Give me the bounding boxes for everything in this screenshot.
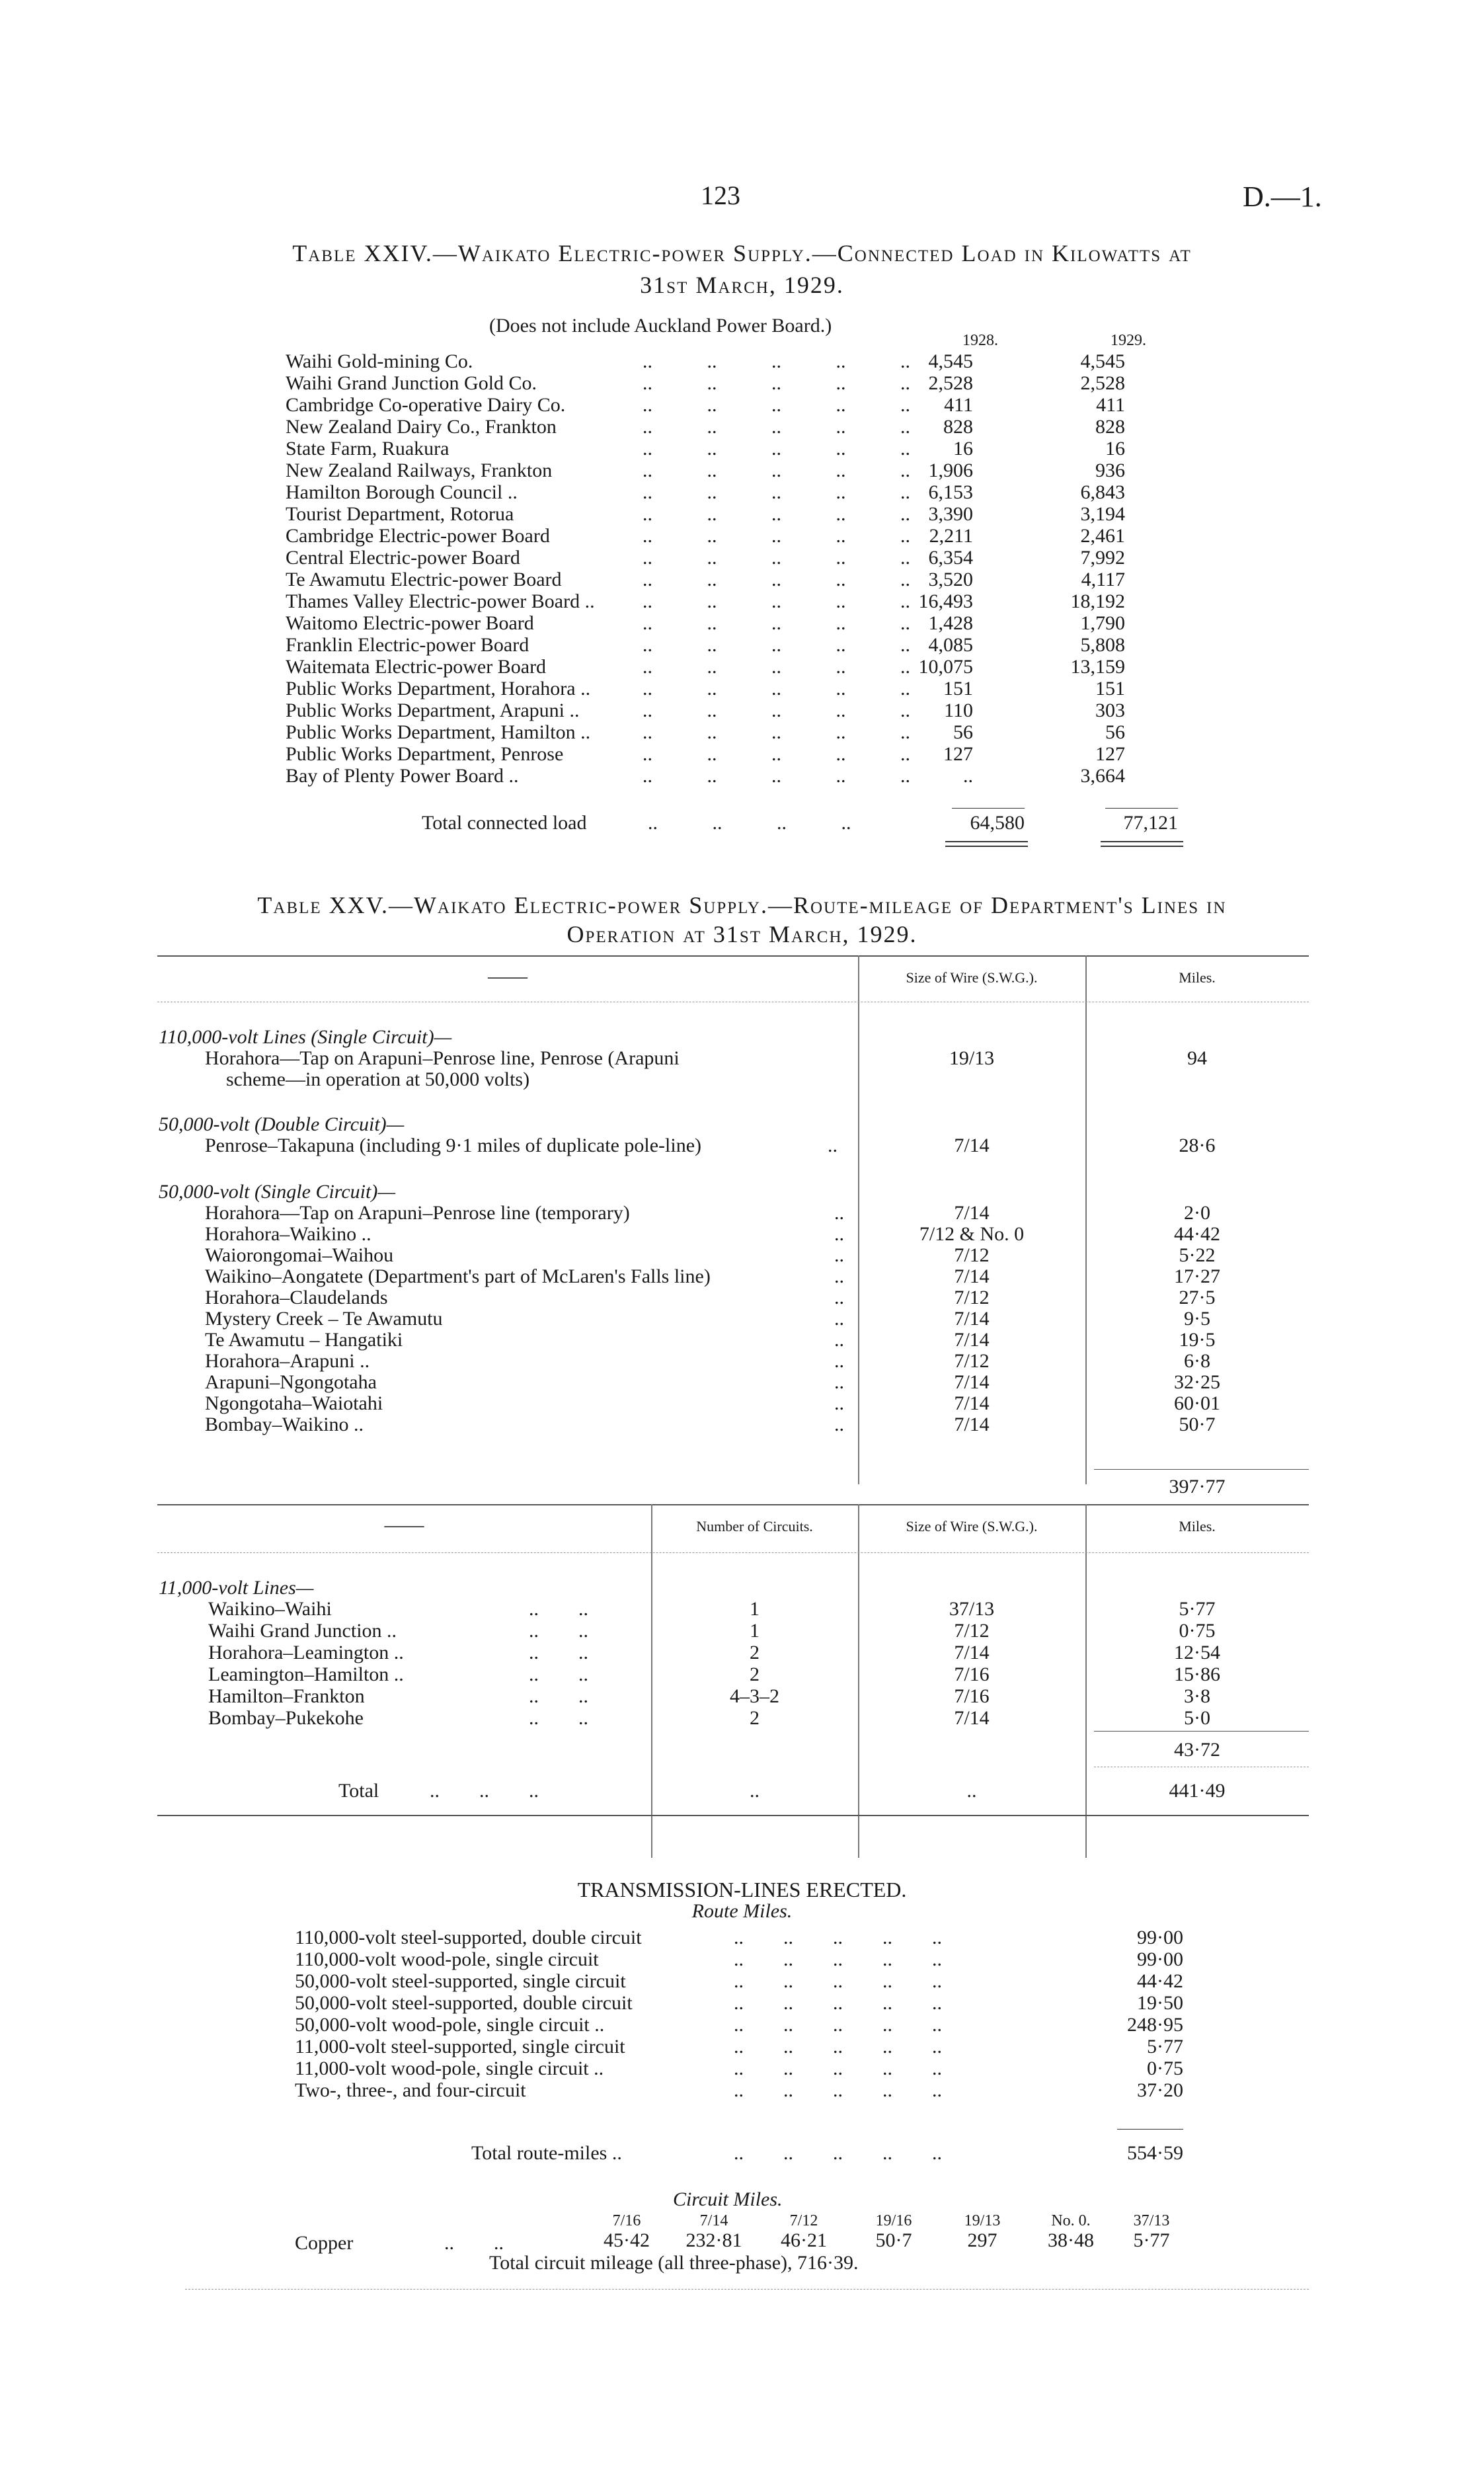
table25-s11-row-name: Leamington–Hamilton .. [208,1663,404,1685]
table25-s50s-row-wire: 7/12 & No. 0 [919,1223,1025,1245]
transmission-total-value: 554·59 [1127,2142,1183,2164]
copper-value: 38·48 [1048,2229,1094,2251]
table25-total-miles: 441·49 [1169,1780,1226,1802]
table24-row-1928: 1,428 [928,612,973,634]
transmission-row-leader: .. .. .. .. .. [734,1948,942,1970]
table24-row-name: Tourist Department, Rotorua [286,503,514,525]
table24-row-1928: 3,520 [928,569,973,590]
table24-row [286,699,1185,721]
table25-s11-row-circuits: 2 [750,1663,760,1685]
table25-subtotal1-rule [1094,1469,1309,1470]
table24-row-1929: 151 [1095,678,1125,699]
table25-bottom-rule [157,1815,1309,1816]
table25-s50s-row-wire: 7/12 [954,1350,990,1372]
table24-row-1929: 828 [1095,416,1125,438]
table24-row-1929: 5,808 [1080,634,1125,656]
table25-head-miles: Miles. [1179,969,1216,986]
table24-row-1928: 151 [943,678,973,699]
table24-row-1928: .. [963,765,973,787]
table24-row-1929: 7,992 [1080,547,1125,569]
table24-col-1928: 1928. [962,332,998,349]
table24-title-line2: 31st March, 1929. [640,272,844,298]
transmission-row-value: 0·75 [1147,2057,1183,2079]
table24-row [286,743,1185,765]
transmission-row-name: 50,000-volt steel-supported, double circuit [295,1992,633,2014]
table25-subtotal2: 43·72 [1174,1739,1220,1761]
table25-s11-row-miles: 0·75 [1179,1620,1216,1642]
table24-row-leader: .. .. .. .. .. [643,765,910,787]
table24-row [286,394,1185,416]
table25-s50d-miles: 28·6 [1179,1135,1216,1156]
table25-s11-heading: 11,000-volt Lines— [159,1577,314,1599]
table25-title-line2: Operation at 31st March, 1929. [566,921,918,947]
table25-s50s-row-leader: .. [834,1329,844,1351]
table25-s50s-row-miles: 5·22 [1179,1244,1216,1266]
table25-s50s-row-name: Horahora–Waikino .. [205,1223,371,1245]
table25-title-line1: Table XXV.—Waikato Electric-power Supply.—Route-mileage of Department's Lines in [257,892,1227,918]
table25-s110-line2: scheme—in operation at 50,000 volts) [226,1068,530,1090]
table24-row-1928: 56 [953,721,973,743]
table24-row-name: Public Works Department, Horahora .. [286,678,591,699]
table24-row-name: Waitomo Electric-power Board [286,612,534,634]
table24-row-leader: .. .. .. .. .. [643,721,910,743]
table25-s11-row-circuits: 1 [750,1598,760,1620]
table24-row-name: Bay of Plenty Power Board .. [286,765,519,787]
table25-s50s-row-miles: 44·42 [1174,1223,1220,1245]
table24-row-1929: 6,843 [1080,481,1125,503]
table24-row-name: Waihi Gold-mining Co. [286,350,473,372]
table24-total-1928: 64,580 [970,812,1025,834]
table25-s50s-row-miles: 17·27 [1174,1265,1220,1287]
table25-s11-row-name: Bombay–Pukekohe [208,1707,364,1729]
table24-row-name: Franklin Electric-power Board [286,634,529,656]
table24-row-leader: .. .. .. .. .. [643,372,910,394]
table24-row [286,656,1185,678]
table24-row [286,590,1185,612]
circuit-miles-header: No. 0. [1051,2212,1091,2229]
transmission-title: TRANSMISSION-LINES ERECTED. [577,1878,907,1901]
table25-subtotal2-rule [1094,1731,1309,1732]
table25-s50s-row-miles: 9·5 [1184,1308,1210,1330]
table24-row-name: Waitemata Electric-power Board [286,656,547,678]
table25-s50s-row-leader: .. [834,1287,844,1308]
table25-s110-heading: 110,000-volt Lines (Single Circuit)— [159,1026,452,1048]
table24-row-1929: 3,664 [1080,765,1125,787]
table24-row-name: Hamilton Borough Council .. [286,481,518,503]
transmission-row-leader: .. .. .. .. .. [734,1927,942,1948]
table25-s11-row-circuits: 4–3–2 [730,1685,779,1707]
table24-row [286,678,1185,699]
table25-s50s-row-wire: 7/14 [954,1392,990,1414]
table25-s11-row-miles: 15·86 [1174,1663,1220,1685]
table25-s50s-row-leader: .. [834,1308,844,1330]
table24-row-1929: 1,790 [1080,612,1125,634]
table24-row-leader: .. .. .. .. .. [643,699,910,721]
table25-s50s-row-wire: 7/14 [954,1414,990,1435]
table25-s50s-row-leader: .. [834,1244,844,1266]
table25-total-leader: .. .. .. [430,1780,539,1802]
table24-row [286,612,1185,634]
section-code: D.—1. [1243,180,1322,213]
table24-row [286,416,1185,438]
table24-row-1929: 16 [1105,438,1125,459]
table25-s50s-row-name: Arapuni–Ngongotaha [205,1371,377,1393]
table25-head-blank: —— [488,965,527,987]
table24-row [286,525,1185,547]
table24-row-leader: .. .. .. .. .. [643,590,910,612]
table24-row-leader: .. .. .. .. .. [643,350,910,372]
table24-row-name: Waihi Grand Junction Gold Co. [286,372,537,394]
table24-row-1928: 4,085 [928,634,973,656]
table25-s11-row-leader: .. .. [529,1598,588,1620]
table24-total-double-rule-1928 [945,841,1028,847]
table25-s11-row-circuits: 2 [750,1707,760,1729]
table24-row-leader: .. .. .. .. .. [643,459,910,481]
table24-row-name: Te Awamutu Electric-power Board [286,569,562,590]
transmission-total-label: Total route-miles .. [471,2142,622,2164]
table25-s11-row-name: Horahora–Leamington .. [208,1642,404,1663]
table24-row-name: State Farm, Ruakura [286,438,449,459]
table24-row-1929: 4,117 [1081,569,1125,590]
table25-s50s-row-leader: .. [834,1265,844,1287]
table25-s50s-row-wire: 7/14 [954,1371,990,1393]
table25-s110-miles: 94 [1187,1047,1207,1069]
table24-row [286,634,1185,656]
table24-row-1929: 13,159 [1070,656,1125,678]
table25-total-label: Total [338,1780,379,1802]
table24-row [286,547,1185,569]
table24-row [286,350,1185,372]
table24-row [286,459,1185,481]
table25-s50s-row-name: Horahora—Tap on Arapuni–Penrose line (temporary) [205,1202,630,1224]
table24-row-leader: .. .. .. .. .. [643,743,910,765]
table25-s50s-row-leader: .. [834,1223,844,1245]
table25-s50d-heading: 50,000-volt (Double Circuit)— [159,1113,405,1135]
transmission-row-name: 110,000-volt steel-supported, double circuit [295,1927,642,1948]
table25-s11-row-wire: 7/14 [954,1707,990,1729]
transmission-row-value: 19·50 [1137,1992,1183,2014]
table25-s50s-row-wire: 7/14 [954,1329,990,1351]
transmission-row-name: 50,000-volt steel-supported, single circuit [295,1970,626,1992]
table24-row-1928: 2,528 [928,372,973,394]
table25-subtotal1: 397·77 [1169,1476,1226,1498]
table24-row-1929: 127 [1095,743,1125,765]
table24-row-1929: 411 [1096,394,1125,416]
table25-s50s-row-leader: .. [834,1414,844,1435]
table24-row-name: Cambridge Electric-power Board [286,525,550,547]
table25-s50d-leader: .. [828,1135,838,1156]
table24-total-rule-1929 [1105,808,1178,809]
table24-row-name: Public Works Department, Arapuni .. [286,699,580,721]
table24-row-1929: 936 [1095,459,1125,481]
table25-s50s-row-wire: 7/14 [954,1202,990,1224]
table25-s11-row-name: Waihi Grand Junction .. [208,1620,397,1642]
table24-title-line1: Table XXIV.—Waikato Electric-power Supply.—Connected Load in Kilowatts at [292,240,1192,266]
transmission-row-leader: .. .. .. .. .. [734,2079,942,2101]
circuit-miles-header: 7/12 [789,2212,818,2229]
table25-s50s-heading: 50,000-volt (Single Circuit)— [159,1181,396,1203]
transmission-row-name: 11,000-volt steel-supported, single circuit [295,2036,625,2057]
table24-row-leader: .. .. .. .. .. [643,394,910,416]
table25-s11-row-miles: 5·0 [1184,1707,1210,1729]
transmission-row-name: 11,000-volt wood-pole, single circuit .. [295,2057,604,2079]
table25-s50s-row-wire: 7/14 [954,1308,990,1330]
table24-row-1928: 6,354 [928,547,973,569]
table25-mid-rule [157,1504,1309,1505]
table25-head2-blank: —— [384,1514,424,1536]
table25-total-circuits: .. [750,1780,760,1802]
table25-head2-circuits: Number of Circuits. [696,1518,813,1535]
table25-s11-row-leader: .. .. [529,1620,588,1642]
table25-s11-row-wire: 7/16 [954,1663,990,1685]
transmission-row-name: Two-, three-, and four-circuit [295,2079,526,2101]
table24-row [286,438,1185,459]
table24-row-1928: 828 [943,416,973,438]
table25-s50s-row-leader: .. [834,1202,844,1224]
table24-total-1929: 77,121 [1123,812,1178,834]
table25-s50s-row-name: Waiorongomai–Waihou [205,1244,394,1266]
table24-total-leader: .. .. .. .. [648,812,851,834]
table24-row-leader: .. .. .. .. .. [643,525,910,547]
table25-s50s-row-name: Horahora–Claudelands [205,1287,388,1308]
table24-total-rule-1928 [952,808,1025,809]
bottom-rule [185,2289,1309,2290]
table24-row-name: Public Works Department, Hamilton .. [286,721,591,743]
copper-leader: .. .. [444,2232,504,2254]
table24-row-1929: 2,461 [1080,525,1125,547]
table25-s11-row-wire: 7/16 [954,1685,990,1707]
table24-total-double-rule-1929 [1101,841,1183,847]
table24-row-1928: 2,211 [929,525,973,547]
table25-s11-row-miles: 3·8 [1184,1685,1210,1707]
circuit-miles-header: 19/16 [875,2212,912,2229]
transmission-row-value: 99·00 [1137,1948,1183,1970]
table25-s11-row-leader: .. .. [529,1642,588,1663]
table24-row-1928: 6,153 [928,481,973,503]
table24-row [286,721,1185,743]
table25-s50s-row-name: Bombay–Waikino .. [205,1414,364,1435]
table24-row [286,503,1185,525]
table25-s50s-row-name: Ngongotaha–Waiotahi [205,1392,383,1414]
table25-s11-row-leader: .. .. [529,1685,588,1707]
table24-row-1928: 16,493 [918,590,973,612]
table25-s11-row-leader: .. .. [529,1663,588,1685]
table25-s11-row-circuits: 2 [750,1642,760,1663]
transmission-row-leader: .. .. .. .. .. [734,1992,942,2014]
table25-head2-wire: Size of Wire (S.W.G.). [906,1518,1038,1535]
table24-row-1928: 4,545 [928,350,973,372]
table25-s50s-row-leader: .. [834,1371,844,1393]
table24-row-leader: .. .. .. .. .. [643,503,910,525]
circuit-miles-header: 19/13 [964,2212,1001,2229]
table24-row-1928: 16 [953,438,973,459]
table24-row-1928: 1,906 [928,459,973,481]
table25-s50s-row-wire: 7/12 [954,1244,990,1266]
copper-label: Copper [295,2232,354,2254]
table25-s50s-row-miles: 60·01 [1174,1392,1220,1414]
transmission-row-value: 248·95 [1127,2014,1183,2036]
table24-col-1929: 1929. [1111,332,1146,349]
table25-s11-row-wire: 37/13 [949,1598,995,1620]
table24-row-leader: .. .. .. .. .. [643,416,910,438]
table24-row [286,481,1185,503]
table24-row-leader: .. .. .. .. .. [643,438,910,459]
table24-row-1928: 3,390 [928,503,973,525]
table25-s11-row-leader: .. .. [529,1707,588,1729]
table25-s50s-row-miles: 2·0 [1184,1202,1210,1224]
transmission-row-value: 44·42 [1137,1970,1183,1992]
table25-s50s-row-miles: 6·8 [1184,1350,1210,1372]
table25-top-rule [157,955,1309,957]
table25-head-wire: Size of Wire (S.W.G.). [906,969,1038,986]
table25-s50s-row-wire: 7/14 [954,1265,990,1287]
copper-value: 232·81 [685,2229,742,2251]
transmission-subtitle: Route Miles. [691,1900,793,1922]
transmission-row-name: 50,000-volt wood-pole, single circuit .. [295,2014,605,2036]
table24-total-label: Total connected load [422,812,587,834]
table25-s50s-row-miles: 32·25 [1174,1371,1220,1393]
table25-s50s-row-leader: .. [834,1350,844,1372]
circuit-miles-title: Circuit Miles. [673,2188,783,2210]
table24-row-name: Thames Valley Electric-power Board .. [286,590,595,612]
table25-s50s-row-miles: 27·5 [1179,1287,1216,1308]
table24-row-1929: 2,528 [1080,372,1125,394]
table24-row-leader: .. .. .. .. .. [643,547,910,569]
table24-row-leader: .. .. .. .. .. [643,481,910,503]
table25-s50s-row-leader: .. [834,1392,844,1414]
table24-row [286,569,1185,590]
table24-row [286,765,1185,787]
table25-head2-rule [157,1552,1309,1553]
table24-row-name: Cambridge Co-operative Dairy Co. [286,394,566,416]
transmission-row-leader: .. .. .. .. .. [734,2057,942,2079]
table25-s50d-line: Penrose–Takapuna (including 9·1 miles of duplicate pole-line) [205,1135,702,1156]
table25-s50s-row-miles: 19·5 [1179,1329,1216,1351]
transmission-total-rule [1117,2129,1183,2130]
table25-s50s-row-name: Te Awamutu – Hangatiki [205,1329,403,1351]
transmission-row-value: 99·00 [1137,1927,1183,1948]
table24-row-1928: 110 [944,699,973,721]
table24-row-name: Central Electric-power Board [286,547,520,569]
table25-s110-line1: Horahora—Tap on Arapuni–Penrose line, Penrose (Arapuni [205,1047,680,1069]
transmission-row-leader: .. .. .. .. .. [734,2014,942,2036]
table25-s11-row-circuits: 1 [750,1620,760,1642]
transmission-total-leader: .. .. .. .. .. [734,2142,942,2164]
table24-row-name: New Zealand Railways, Frankton [286,459,553,481]
table25-s50s-row-name: Mystery Creek – Te Awamutu [205,1308,443,1330]
table25-total-wire: .. [966,1780,977,1802]
table24-row-1929: 4,545 [1080,350,1125,372]
table24-row-1928: 411 [944,394,973,416]
transmission-row-name: 110,000-volt wood-pole, single circuit [295,1948,599,1970]
copper-value: 50·7 [875,2229,912,2251]
table25-s50s-row-name: Waikino–Aongatete (Department's part of McLaren's Falls line) [205,1265,711,1287]
table24-row-1929: 18,192 [1070,590,1125,612]
table24-row-leader: .. .. .. .. .. [643,656,910,678]
table24-row-1928: 127 [943,743,973,765]
table24-row-1929: 56 [1105,721,1125,743]
copper-value: 46·21 [781,2229,827,2251]
table25-s50s-row-wire: 7/12 [954,1287,990,1308]
table24-row [286,372,1185,394]
table25-s11-row-name: Hamilton–Frankton [208,1685,365,1707]
table25-s11-row-miles: 5·77 [1179,1598,1216,1620]
table25-s11-row-name: Waikino–Waihi [208,1598,332,1620]
table25-s11-row-wire: 7/14 [954,1642,990,1663]
transmission-row-leader: .. .. .. .. .. [734,1970,942,1992]
table25-s110-wire: 19/13 [949,1047,995,1069]
table24-row-leader: .. .. .. .. .. [643,612,910,634]
page-number: 123 [701,180,740,210]
table24-row-leader: .. .. .. .. .. [643,678,910,699]
transmission-row-leader: .. .. .. .. .. [734,2036,942,2057]
circuit-miles-header: 7/14 [699,2212,728,2229]
table24-row-1929: 3,194 [1080,503,1125,525]
total-circuit-mileage: Total circuit mileage (all three-phase), 716·39. [489,2252,859,2274]
transmission-row-value: 5·77 [1147,2036,1183,2057]
circuit-miles-header: 7/16 [612,2212,641,2229]
transmission-row-value: 37·20 [1137,2079,1183,2101]
table24-note: (Does not include Auckland Power Board.) [489,315,832,337]
copper-value: 45·42 [604,2229,650,2251]
circuit-miles-header: 37/13 [1133,2212,1170,2229]
table24-row-leader: .. .. .. .. .. [643,569,910,590]
table24-row-1929: 303 [1095,699,1125,721]
copper-value: 297 [967,2229,997,2251]
table24-row-leader: .. .. .. .. .. [643,634,910,656]
table25-head2-miles: Miles. [1179,1518,1216,1535]
table25-s50s-row-name: Horahora–Arapuni .. [205,1350,370,1372]
copper-value: 5·77 [1133,2229,1170,2251]
table24-row-1928: 10,075 [918,656,973,678]
table25-s11-row-miles: 12·54 [1174,1642,1220,1663]
table24-row-name: New Zealand Dairy Co., Frankton [286,416,557,438]
table25-s50d-wire: 7/14 [954,1135,990,1156]
table24-row-name: Public Works Department, Penrose [286,743,564,765]
table25-s11-row-wire: 7/12 [954,1620,990,1642]
table25-s50s-row-miles: 50·7 [1179,1414,1216,1435]
